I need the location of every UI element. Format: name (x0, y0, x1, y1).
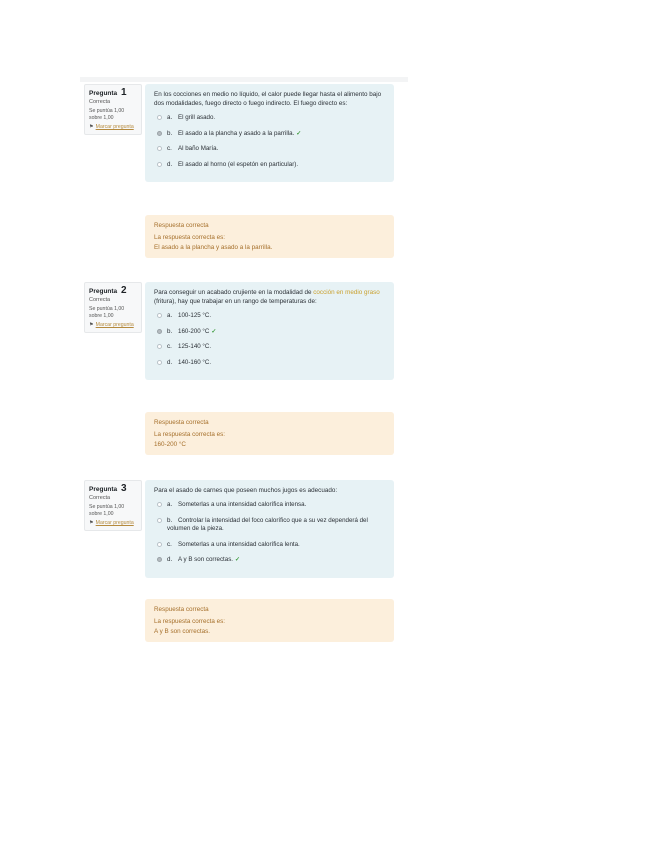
option-text: El asado a la plancha y asado a la parrilla. (178, 129, 295, 137)
answer-option-a[interactable] (154, 114, 385, 123)
option-letter: c. (167, 540, 172, 548)
answer-option-c[interactable] (154, 541, 385, 550)
answer-option-c[interactable] (154, 343, 385, 352)
question-number: 3 (120, 483, 127, 494)
option-letter: d. (167, 160, 173, 168)
question-text (154, 90, 385, 108)
check-icon: ✓ (235, 556, 241, 563)
answer-option-c[interactable] (154, 145, 385, 154)
feedback-title: Respuesta correcta (154, 419, 209, 426)
option-text: A y B son correctas. (178, 556, 234, 563)
flag-icon: ⚑ (89, 322, 94, 328)
option-text: Al baño María. (178, 145, 219, 152)
radio-icon[interactable] (157, 502, 162, 507)
flag-label: Marcar pregunta (95, 322, 134, 328)
option-text: El grill asado. (178, 114, 216, 121)
answer-option-b[interactable] (154, 130, 385, 139)
option-letter: b. (167, 327, 173, 335)
question-grade: Se puntúa 1,00 sobre 1,00 (89, 108, 125, 121)
question-formulation (145, 282, 394, 380)
question-title (89, 484, 137, 494)
question-formulation (145, 480, 394, 578)
flag-label: Marcar pregunta (95, 124, 134, 130)
radio-icon[interactable] (157, 542, 162, 547)
question-text (154, 486, 385, 495)
radio-icon[interactable] (157, 557, 162, 562)
question-state: Correcta (89, 297, 111, 303)
option-text: 140-160 °C. (178, 358, 212, 366)
option-text: 100-125 °C. (178, 312, 212, 319)
option-text: El asado al horno (el espetón en particular). (178, 160, 299, 168)
top-divider (80, 77, 408, 82)
option-letter: d. (167, 556, 173, 563)
flag-question-link[interactable] (89, 520, 137, 527)
answer-option-d[interactable] (154, 359, 385, 368)
option-text: Someterlas a una intensidad calorífica lenta. (178, 540, 300, 548)
feedback-intro: La respuesta correcta es: (154, 431, 226, 438)
option-text: 125-140 °C. (178, 343, 212, 350)
check-icon: ✓ (296, 129, 302, 137)
question-text-main: En los cocciones en medio no líquido, el calor puede llegar hasta el alimento bajo dos modalidades, fuego directo o fuego indirecto. El fuego directo es: (154, 91, 382, 107)
question-label: Pregunta (89, 90, 118, 97)
option-text: Controlar la intensidad del foco calorífico que a su vez dependerá del volumen de la pieza. (167, 516, 368, 532)
question-state: Correcta (89, 495, 111, 501)
question-text-main: Para el asado de carnes que poseen muchos jugos es adecuado: (154, 487, 338, 494)
answer-option-b[interactable] (154, 328, 385, 337)
question-info (84, 480, 142, 531)
answer-option-a[interactable] (154, 312, 385, 321)
question-info (84, 282, 142, 333)
feedback-box (145, 215, 394, 258)
answer-option-a[interactable] (154, 501, 385, 510)
radio-icon[interactable] (157, 313, 162, 318)
question-text-main: Para conseguir un acabado crujiente en la modalidad de (154, 289, 314, 296)
feedback-title: Respuesta correcta (154, 606, 209, 613)
question-info (84, 84, 142, 135)
option-letter: c. (167, 343, 172, 350)
option-letter: a. (167, 501, 173, 508)
question-text (154, 288, 385, 306)
radio-icon[interactable] (157, 360, 162, 365)
question-grade: Se puntúa 1,00 sobre 1,00 (89, 504, 125, 517)
question-label: Pregunta (89, 288, 118, 295)
flag-label: Marcar pregunta (95, 520, 134, 526)
flag-icon: ⚑ (89, 520, 94, 526)
radio-icon[interactable] (157, 344, 162, 349)
question-title (89, 286, 137, 296)
check-icon: ✓ (211, 327, 217, 335)
radio-icon[interactable] (157, 146, 162, 151)
question-text-after: (fritura), hay que trabajar en un rango de temperaturas de: (154, 298, 317, 305)
flag-question-link[interactable] (89, 322, 137, 329)
option-letter: b. (167, 129, 173, 137)
option-letter: a. (167, 312, 173, 319)
feedback-box (145, 599, 394, 642)
option-letter: a. (167, 114, 173, 121)
radio-icon[interactable] (157, 162, 162, 167)
question-title (89, 88, 137, 98)
answer-option-b[interactable] (154, 517, 385, 534)
question-text-highlight: cocción en medio graso (313, 289, 380, 296)
question-state: Correcta (89, 99, 111, 105)
option-letter: b. (167, 516, 173, 524)
question-label: Pregunta (89, 486, 118, 493)
answer-option-d[interactable] (154, 556, 385, 565)
radio-icon[interactable] (157, 329, 162, 334)
question-number: 2 (120, 285, 127, 296)
option-letter: d. (167, 358, 173, 366)
feedback-answer: El asado a la plancha y asado a la parrilla. (154, 243, 273, 251)
radio-icon[interactable] (157, 115, 162, 120)
flag-icon: ⚑ (89, 124, 94, 130)
option-text: Someterlas a una intensidad calorífica intensa. (178, 501, 307, 508)
feedback-box (145, 412, 394, 455)
answer-option-d[interactable] (154, 161, 385, 170)
question-grade: Se puntúa 1,00 sobre 1,00 (89, 306, 125, 319)
question-number: 1 (120, 87, 127, 98)
radio-icon[interactable] (157, 131, 162, 136)
question-formulation (145, 84, 394, 182)
feedback-intro: La respuesta correcta es: (154, 234, 226, 241)
feedback-answer: 160-200 °C (154, 440, 186, 448)
option-letter: c. (167, 145, 172, 152)
feedback-answer: A y B son correctas. (154, 627, 210, 635)
flag-question-link[interactable] (89, 124, 137, 131)
radio-icon[interactable] (157, 518, 162, 523)
option-text: 160-200 °C (178, 327, 210, 335)
feedback-title: Respuesta correcta (154, 222, 209, 229)
feedback-intro: La respuesta correcta es: (154, 618, 226, 625)
